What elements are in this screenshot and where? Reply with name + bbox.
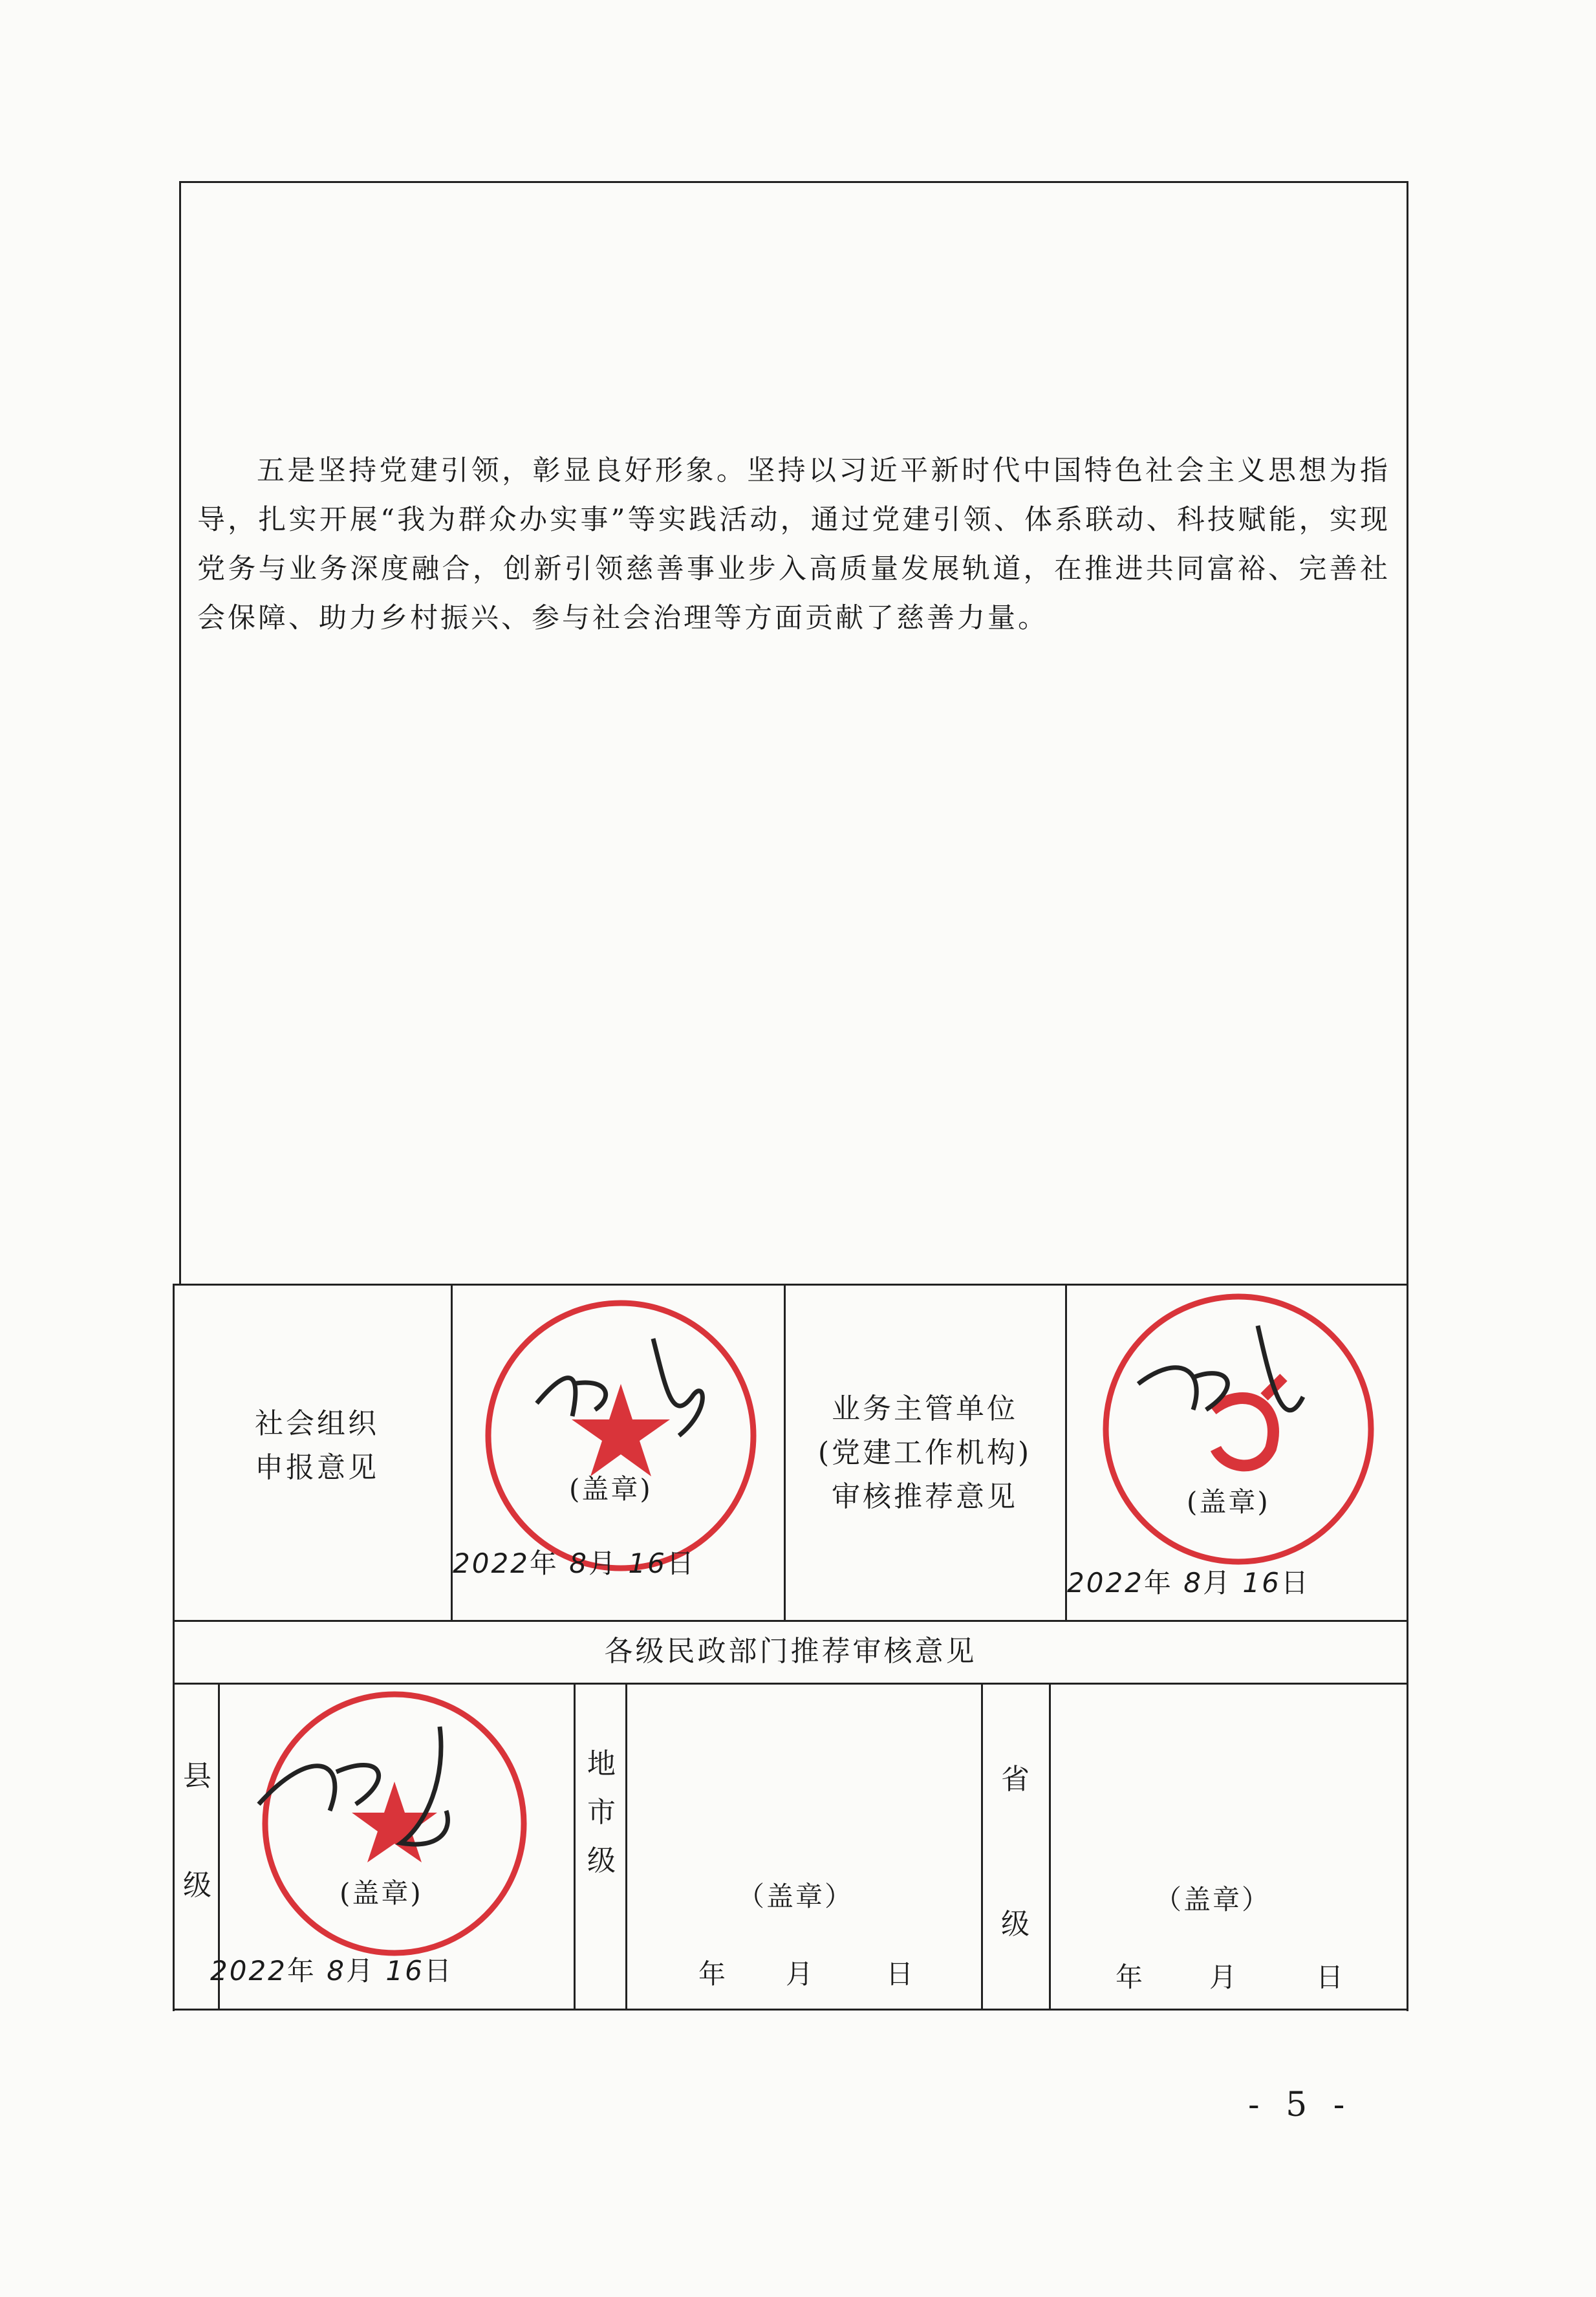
supervisor-date-month-unit: 月 — [1203, 1567, 1233, 1599]
supervisor-date-year: 2022 — [1067, 1567, 1144, 1599]
city-label-char1: 地 — [587, 1747, 616, 1780]
county-official-seal — [233, 1675, 556, 1979]
org-date-year-unit: 年 — [529, 1548, 559, 1579]
supervisor-date-day-unit: 日 — [1280, 1567, 1310, 1599]
org-date — [453, 1542, 696, 1581]
city-label-char3: 级 — [587, 1844, 616, 1877]
province-label-char2: 级 — [1001, 1908, 1030, 1941]
county-seal-label: (盖章) — [340, 1877, 423, 1909]
org-date-month-unit: 月 — [588, 1548, 618, 1579]
supervisor-date — [1067, 1562, 1310, 1601]
city-date-day-unit: 日 — [886, 1958, 916, 1990]
org-opinion-label — [194, 1402, 440, 1490]
org-date-month: 8 — [569, 1548, 588, 1579]
supervisor-label-line3: 审核推荐意见 — [832, 1480, 1018, 1513]
county-date-month: 8 — [327, 1955, 346, 1987]
province-date-year-unit: 年 — [1116, 1961, 1145, 1993]
province-date — [1116, 1956, 1345, 1995]
supervisor-date-day: 16 — [1242, 1567, 1281, 1599]
frame-bottom — [173, 2009, 1408, 2011]
city-seal-label: （盖章） — [737, 1881, 854, 1912]
county-label-char1: 县 — [183, 1760, 211, 1793]
civil-affairs-header: 各级民政部门推荐审核意见 — [604, 1635, 977, 1668]
county-label-char2: 级 — [183, 1869, 211, 1902]
province-label-char1: 省 — [1001, 1763, 1030, 1796]
frame-right — [1407, 181, 1408, 2011]
col-divider-r3-e — [1049, 1683, 1051, 2009]
county-date-day: 16 — [385, 1955, 424, 1987]
supervisor-official-seal — [1077, 1287, 1400, 1597]
city-date — [698, 1953, 915, 1992]
org-opinion-label-line2: 申报意见 — [255, 1451, 379, 1484]
col-divider-r3-d — [981, 1683, 983, 2009]
city-label-char2: 市 — [587, 1796, 616, 1829]
province-date-day-unit: 日 — [1316, 1961, 1346, 1993]
city-date-month-unit: 月 — [786, 1958, 815, 1990]
org-date-day: 16 — [628, 1548, 667, 1579]
province-seal-label: （盖章） — [1154, 1884, 1271, 1915]
col-divider-r1-b — [784, 1284, 786, 1620]
org-seal-label: (盖章) — [569, 1473, 652, 1505]
supervisor-opinion-label — [792, 1387, 1057, 1519]
org-date-year: 2022 — [453, 1548, 530, 1579]
row-divider-1 — [173, 1284, 1408, 1286]
supervisor-date-year-unit: 年 — [1143, 1567, 1173, 1599]
province-label — [996, 1756, 1035, 1942]
body-paragraph: 五是坚持党建引领，彰显良好形象。坚持以习近平新时代中国特色社会主义思想为指导，扎实开展“我为群众办实事”等实践活动，通过党建引领、体系联动、科技赋能，实现党务与业务深度融合，创新引领慈善事业步入高质量发展轨道，在推进共同富裕、完善社会保障、助力乡村振兴、参与社会治理等方面贡献了慈善力量。 — [197, 455, 1390, 634]
county-date-day-unit: 日 — [424, 1955, 453, 1987]
org-date-day-unit: 日 — [666, 1548, 696, 1579]
page-number: - 5 - — [1248, 2086, 1353, 2124]
province-date-month-unit: 月 — [1209, 1961, 1239, 1993]
county-date-month-unit: 月 — [346, 1955, 376, 1987]
city-label — [582, 1740, 621, 1885]
county-label — [178, 1752, 217, 1903]
supervisor-label-line2: (党建工作机构) — [817, 1436, 1032, 1469]
city-date-year-unit: 年 — [698, 1958, 728, 1990]
county-date — [210, 1950, 453, 1989]
org-opinion-label-line1: 社会组织 — [255, 1407, 379, 1440]
frame-left — [179, 181, 181, 1284]
supervisor-label-line1: 业务主管单位 — [832, 1392, 1018, 1425]
supervisor-seal-label: (盖章) — [1187, 1486, 1270, 1518]
frame-top — [179, 181, 1408, 183]
col-divider-r3-c — [625, 1683, 627, 2009]
county-date-year: 2022 — [210, 1955, 287, 1987]
row-divider-2 — [173, 1620, 1408, 1622]
county-date-year-unit: 年 — [286, 1955, 316, 1987]
col-divider-r3-b — [574, 1683, 576, 2009]
supervisor-date-month: 8 — [1183, 1567, 1203, 1599]
